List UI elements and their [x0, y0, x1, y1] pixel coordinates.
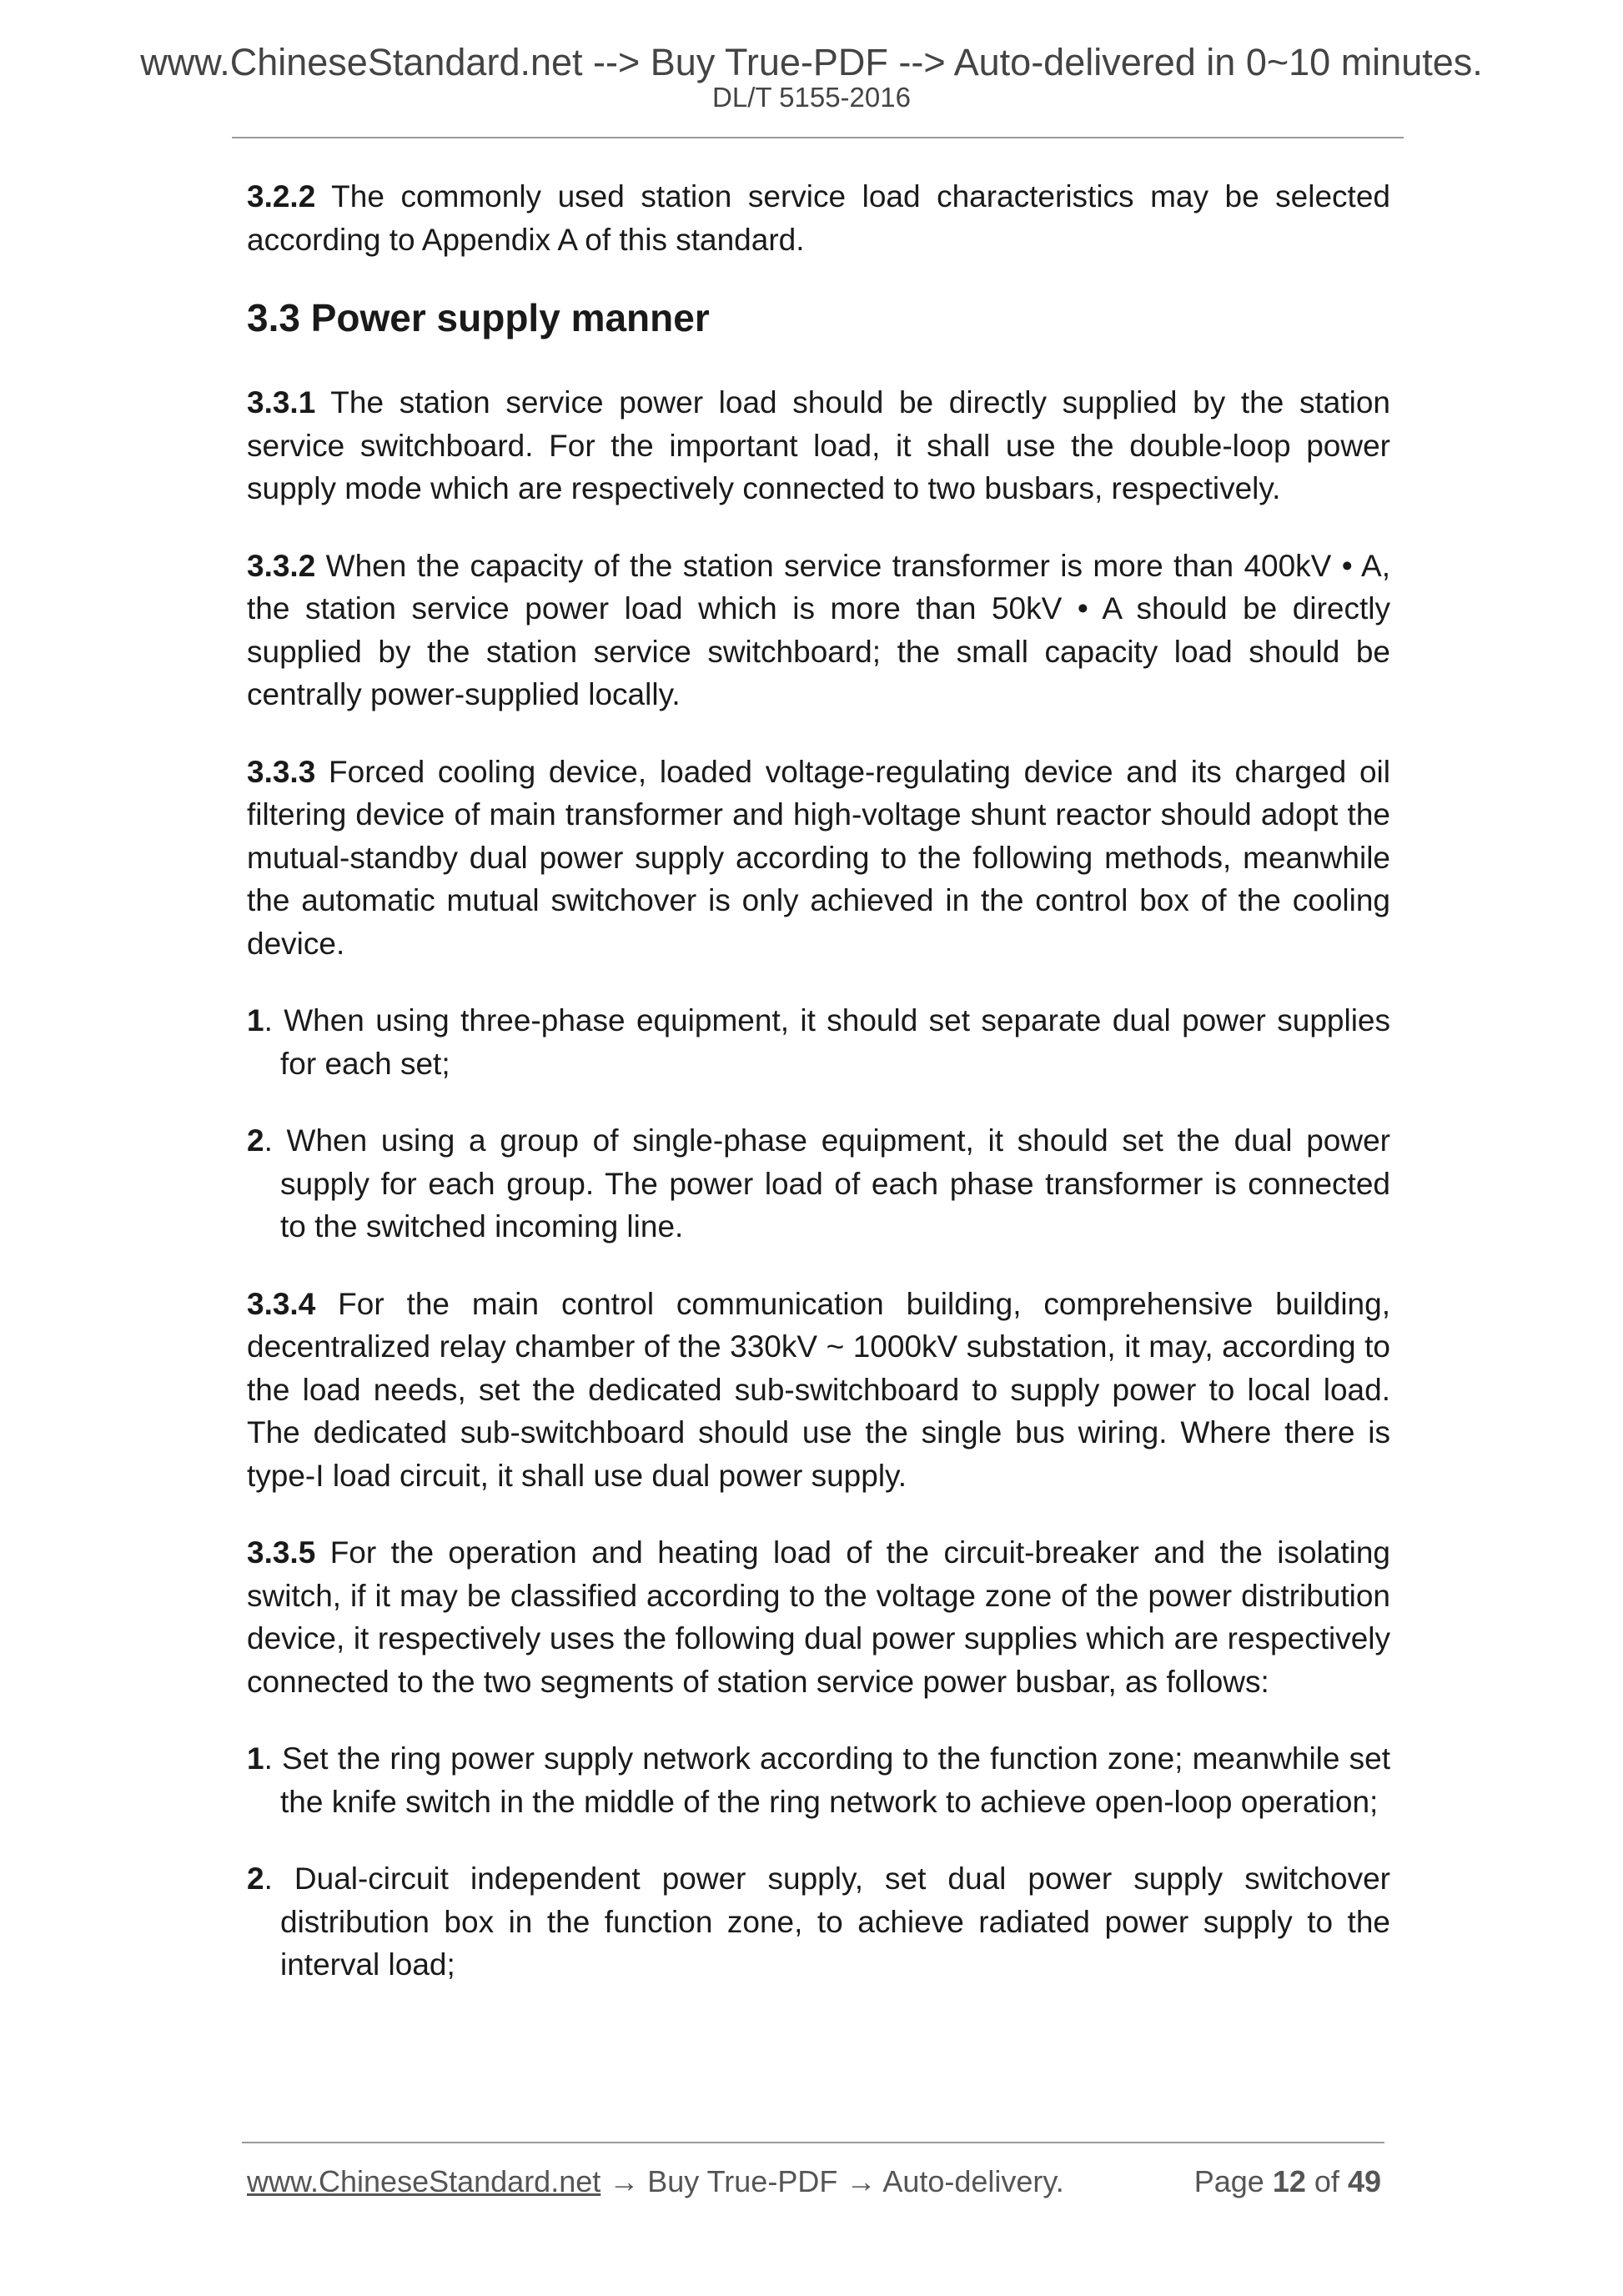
- list-item: [247, 999, 1390, 1085]
- page-indicator: [1193, 2164, 1381, 2198]
- list-item-number: 1: [247, 1741, 264, 1776]
- page-label: Page: [1193, 2164, 1264, 2198]
- clause-3-3-2: [247, 545, 1390, 716]
- page-total: 49: [1347, 2164, 1381, 2198]
- section-title: 3.3 Power supply manner: [247, 296, 710, 339]
- header-banner: www.ChineseStandard.net --> Buy True-PDF --> Auto-delivered in 0~10 minutes.: [140, 41, 1483, 83]
- clause-3-3-5: [247, 1531, 1390, 1703]
- clause-number: 3.3.4: [247, 1286, 316, 1321]
- clause-3-3-3: [247, 751, 1390, 966]
- page-current: 12: [1272, 2164, 1306, 2198]
- list-item: [247, 1857, 1390, 1987]
- list-item-text: . Set the ring power supply network according to the function zone; meanwhile set the knife switch in the middle of the ring network to achieve open-loop operation;: [264, 1741, 1390, 1819]
- clause-3-3-1: [247, 381, 1390, 510]
- list-item-number: 1: [247, 1003, 264, 1038]
- footer: [247, 2164, 1381, 2198]
- page-of: of: [1314, 2164, 1339, 2198]
- clause-number: 3.3.3: [247, 754, 316, 789]
- list-item: [247, 1119, 1390, 1248]
- clause-3-3-4: [247, 1283, 1390, 1498]
- footer-tagline: → Buy True-PDF → Auto-delivery.: [600, 2164, 1064, 2198]
- standard-code: DL/T 5155-2016: [712, 82, 911, 113]
- clause-3-2-2: [247, 175, 1390, 261]
- clause-number: 3.3.1: [247, 385, 316, 420]
- list-item-text: . When using three-phase equipment, it should set separate dual power supplies for each set;: [264, 1003, 1390, 1081]
- clause-text: Forced cooling device, loaded voltage-regulating device and its charged oil filtering device of main transformer and high-voltage shunt reactor should adopt the mutual-standby dual power supply according to the following methods, meanwhile the automatic mutual switchover is only achieved in the control box of the cooling device.: [247, 754, 1390, 961]
- clause-number: 3.3.2: [247, 548, 316, 583]
- list-item-text: . When using a group of single-phase equipment, it should set the dual power supply for each group. The power load of each phase transformer is connected to the switched incoming line.: [264, 1123, 1390, 1244]
- clause-text: The station service power load should be directly supplied by the station service switchboard. For the important load, it shall use the double-loop power supply mode which are respectively connected to two busbars, respectively.: [247, 385, 1390, 506]
- list-item-number: 2: [247, 1861, 264, 1897]
- list-item-text: . Dual-circuit independent power supply, set dual power supply switchover distribution box in the function zone, to achieve radiated power supply to the interval load;: [264, 1861, 1390, 1982]
- list-item: [247, 1737, 1390, 1823]
- footer-site-link[interactable]: www.ChineseStandard.net: [247, 2164, 601, 2198]
- footer-divider: [242, 2142, 1384, 2143]
- list-item-number: 2: [247, 1123, 264, 1158]
- clause-text: For the operation and heating load of the circuit-breaker and the isolating switch, if it may be classified according to the voltage zone of the power distribution device, it respectively uses the following dual power supplies which are respectively connected to the two segments of station service power busbar, as follows:: [247, 1535, 1390, 1699]
- header-divider: [232, 137, 1404, 138]
- clause-text: For the main control communication building, comprehensive building, decentralized relay chamber of the 330kV ~ 1000kV substation, it may, according to the load needs, set the dedicated sub-switchboard to supply power to local load. The dedicated sub-switchboard should use the single bus wiring. Where there is type-I load circuit, it shall use dual power supply.: [247, 1286, 1390, 1493]
- clause-number: 3.3.5: [247, 1535, 316, 1570]
- clause-text: The commonly used station service load characteristics may be selected according to Appendix A of this standard.: [247, 179, 1390, 257]
- document-body: [247, 175, 1390, 2021]
- clause-text: When the capacity of the station service transformer is more than 400kV • A, the station service power load which is more than 50kV • A should be directly supplied by the station service switchboard; the small capacity load should be centrally power-supplied locally.: [247, 548, 1390, 712]
- clause-number: 3.2.2: [247, 179, 316, 214]
